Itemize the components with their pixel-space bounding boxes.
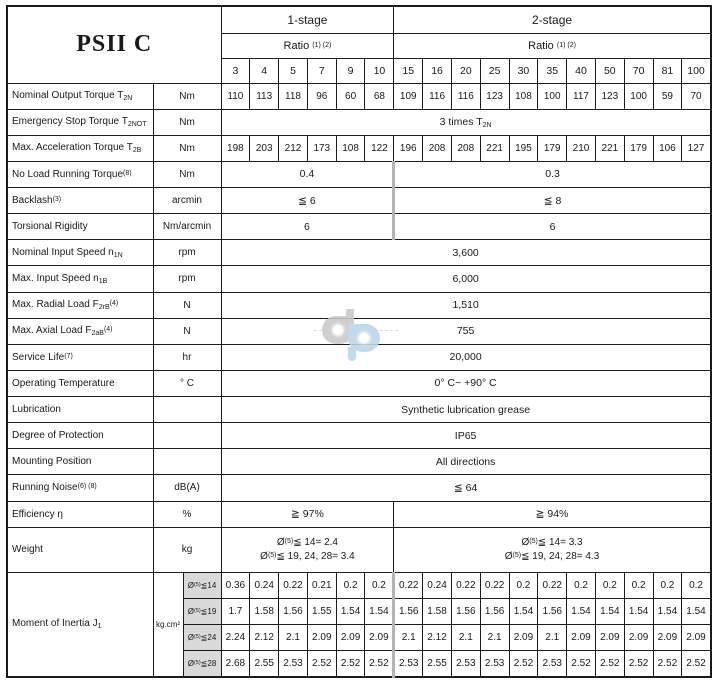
value-cell: 1.54 <box>653 598 682 624</box>
ratio-cell: 25 <box>480 58 509 83</box>
table-row <box>7 370 711 396</box>
value-cell: 0.2 <box>653 572 682 598</box>
value-cell: 2.55 <box>423 651 452 677</box>
value-cell: 2.09 <box>567 625 596 651</box>
value-cell: 2.55 <box>250 651 279 677</box>
table-row <box>7 161 711 187</box>
value-cell: 2.52 <box>365 651 394 677</box>
value-cell: 1.58 <box>250 598 279 624</box>
value-cell: 2.52 <box>567 651 596 677</box>
value-cell: 0.2 <box>567 572 596 598</box>
row-unit: rpm <box>153 266 221 292</box>
value-cell: 59 <box>653 83 682 109</box>
ratio-footnote: (1) (2) <box>556 41 576 49</box>
value-cell: 68 <box>365 83 394 109</box>
value-cell: 2.1 <box>279 625 308 651</box>
value-cell: 1.54 <box>336 598 365 624</box>
value-cell: 210 <box>567 135 596 161</box>
value-cell: 2.1 <box>451 625 480 651</box>
value-cell: 208 <box>451 135 480 161</box>
row-unit: kg.cm² <box>153 572 183 677</box>
diameter-label: $Ø^{(5)}≦14$ <box>183 572 221 598</box>
value-cell: 755 <box>221 318 711 344</box>
row-label: Weight <box>7 527 153 572</box>
row-label: Service Life$^{(7)}$ <box>7 344 153 370</box>
value-cell: 2.52 <box>624 651 653 677</box>
value-cell: All directions <box>221 449 711 475</box>
value-cell: 2.09 <box>365 625 394 651</box>
ratio-cell: 50 <box>595 58 624 83</box>
value-cell: 2.53 <box>538 651 567 677</box>
stage1-value-cell: 6 <box>221 214 394 240</box>
table-row <box>7 475 711 501</box>
value-cell: 0.2 <box>595 572 624 598</box>
table-row <box>7 109 711 135</box>
table-row <box>7 240 711 266</box>
value-cell: 2.53 <box>279 651 308 677</box>
value-cell: 0.2 <box>365 572 394 598</box>
value-cell: 2.53 <box>451 651 480 677</box>
value-cell: 2.52 <box>307 651 336 677</box>
value-cell: 0.36 <box>221 572 250 598</box>
table-row <box>7 266 711 292</box>
value-cell: 2.09 <box>336 625 365 651</box>
value-cell: 3 times $T_{2N}$ <box>221 109 711 135</box>
table-row <box>7 83 711 109</box>
row-unit: Nm <box>153 161 221 187</box>
ratio-cell: 20 <box>451 58 480 83</box>
value-cell: 127 <box>682 135 711 161</box>
stage2-header: 2-stage <box>394 6 711 33</box>
value-cell: 2.09 <box>595 625 624 651</box>
diameter-label: $Ø^{(5)}≦24$ <box>183 625 221 651</box>
value-cell: 2.09 <box>624 625 653 651</box>
value-cell: IP65 <box>221 423 711 449</box>
row-unit: N <box>153 318 221 344</box>
ratio-label: Ratio <box>528 39 557 52</box>
table-row <box>7 344 711 370</box>
value-cell: 2.12 <box>423 625 452 651</box>
value-cell: 70 <box>682 83 711 109</box>
ratio-cell: 9 <box>336 58 365 83</box>
ratio-cell: 7 <box>307 58 336 83</box>
row-label: Max. Acceleration Torque $T_{2B}$ <box>7 135 153 161</box>
ratio-cell: 16 <box>423 58 452 83</box>
value-cell: 179 <box>624 135 653 161</box>
ratio-cell: 70 <box>624 58 653 83</box>
value-cell: 1.54 <box>567 598 596 624</box>
value-cell: 123 <box>595 83 624 109</box>
diameter-label: $Ø^{(5)}≦19$ <box>183 598 221 624</box>
value-cell: 3,600 <box>221 240 711 266</box>
ratio-cell: 10 <box>365 58 394 83</box>
value-cell: 2.52 <box>682 651 711 677</box>
value-cell: 0.22 <box>394 572 423 598</box>
value-cell: 1.54 <box>624 598 653 624</box>
table-row <box>7 214 711 240</box>
stage2-value-cell: ≦ 8 <box>394 188 711 214</box>
row-label: Nominal Input Speed $n_{1N}$ <box>7 240 153 266</box>
row-unit: Nm <box>153 135 221 161</box>
row-unit <box>153 423 221 449</box>
ratio-cell: 15 <box>394 58 423 83</box>
row-unit: Nm <box>153 109 221 135</box>
row-label: Operating Temperature <box>7 370 153 396</box>
row-label: Moment of Inertia $J_1$ <box>7 572 153 677</box>
value-cell: 1.56 <box>480 598 509 624</box>
value-cell: 0.2 <box>624 572 653 598</box>
row-label: Running Noise$^{(6) (8)}$ <box>7 475 153 501</box>
spec-table <box>6 5 712 678</box>
value-cell: 116 <box>451 83 480 109</box>
row-unit: Nm <box>153 83 221 109</box>
value-cell: 0.24 <box>423 572 452 598</box>
table-row <box>7 449 711 475</box>
value-cell: 108 <box>336 135 365 161</box>
row-unit: ° C <box>153 370 221 396</box>
value-cell: 2.09 <box>653 625 682 651</box>
row-label: Max. Input Speed $n_{1B}$ <box>7 266 153 292</box>
row-label: Max. Axial Load $F_{2aB}^{(4)}$ <box>7 318 153 344</box>
stage1-header: 1-stage <box>221 6 394 33</box>
inertia-row <box>7 572 711 598</box>
value-cell: 2.12 <box>250 625 279 651</box>
value-cell: 116 <box>423 83 452 109</box>
stage1-ratio-header <box>221 33 394 58</box>
row-unit: arcmin <box>153 188 221 214</box>
value-cell: 108 <box>509 83 538 109</box>
value-cell: 2.52 <box>336 651 365 677</box>
value-cell: 113 <box>250 83 279 109</box>
row-unit: dB(A) <box>153 475 221 501</box>
value-cell: 0.22 <box>480 572 509 598</box>
value-cell: 1,510 <box>221 292 711 318</box>
value-cell: 0.22 <box>451 572 480 598</box>
value-cell: 195 <box>509 135 538 161</box>
table-header <box>7 6 711 83</box>
value-cell: 122 <box>365 135 394 161</box>
row-label: Torsional Rigidity <box>7 214 153 240</box>
value-cell: 2.24 <box>221 625 250 651</box>
value-cell: 2.52 <box>653 651 682 677</box>
row-unit: rpm <box>153 240 221 266</box>
value-cell: 2.09 <box>682 625 711 651</box>
value-cell: 1.56 <box>538 598 567 624</box>
value-cell: 212 <box>279 135 308 161</box>
value-cell: 106 <box>653 135 682 161</box>
row-label: Emergency Stop Torque $T_{2NOT}$ <box>7 109 153 135</box>
value-cell: 96 <box>307 83 336 109</box>
value-cell: 60 <box>336 83 365 109</box>
value-cell: 1.56 <box>451 598 480 624</box>
value-cell: 1.54 <box>595 598 624 624</box>
stage1-value-cell: ≦ 6 <box>221 188 394 214</box>
value-cell: 2.09 <box>307 625 336 651</box>
row-label: No Load Running Torque$^{(8)}$ <box>7 161 153 187</box>
table-row <box>7 527 711 572</box>
value-cell: 208 <box>423 135 452 161</box>
value-cell: ≦ 64 <box>221 475 711 501</box>
table-row <box>7 135 711 161</box>
row-label: Mounting Position <box>7 449 153 475</box>
value-cell: 2.1 <box>394 625 423 651</box>
value-cell: 221 <box>480 135 509 161</box>
row-label: Max. Radial Load $F_{2rB}^{(4)}$ <box>7 292 153 318</box>
value-cell: 2.53 <box>480 651 509 677</box>
row-label: Lubrication <box>7 397 153 423</box>
value-cell: 203 <box>250 135 279 161</box>
ratio-footnote: (1) (2) <box>312 41 332 49</box>
value-cell: 100 <box>538 83 567 109</box>
row-unit: kg <box>153 527 221 572</box>
row-label: Backlash$^{(3)}$ <box>7 188 153 214</box>
stage-header-row <box>7 6 711 33</box>
value-cell: 1.56 <box>394 598 423 624</box>
row-label: Degree of Protection <box>7 423 153 449</box>
value-cell: 100 <box>624 83 653 109</box>
value-cell: 0.22 <box>538 572 567 598</box>
value-cell: 118 <box>279 83 308 109</box>
value-cell: 6,000 <box>221 266 711 292</box>
ratio-cell: 4 <box>250 58 279 83</box>
ratio-cell: 35 <box>538 58 567 83</box>
table-row <box>7 318 711 344</box>
value-cell: 117 <box>567 83 596 109</box>
ratio-cell: 81 <box>653 58 682 83</box>
value-cell: 2.1 <box>538 625 567 651</box>
value-cell: 2.1 <box>480 625 509 651</box>
value-cell: 109 <box>394 83 423 109</box>
value-cell: 1.54 <box>365 598 394 624</box>
stage2-value-cell: 6 <box>394 214 711 240</box>
stage2-ratio-header <box>394 33 711 58</box>
value-cell: 0° C~ +90° C <box>221 370 711 396</box>
stage2-value-cell: 0.3 <box>394 161 711 187</box>
stage1-value-cell: ≧ 97% <box>221 501 394 527</box>
ratio-label: Ratio <box>283 39 313 52</box>
value-cell: 221 <box>595 135 624 161</box>
value-cell: 196 <box>394 135 423 161</box>
stage1-value-cell: 0.4 <box>221 161 394 187</box>
table-row <box>7 397 711 423</box>
ratio-cell: 5 <box>279 58 308 83</box>
row-unit: Nm/arcmin <box>153 214 221 240</box>
row-unit <box>153 449 221 475</box>
value-cell: 123 <box>480 83 509 109</box>
value-cell: 2.68 <box>221 651 250 677</box>
diameter-label: $Ø^{(5)}≦28$ <box>183 651 221 677</box>
value-cell: 0.2 <box>336 572 365 598</box>
value-cell: 2.09 <box>509 625 538 651</box>
ratio-cell: 30 <box>509 58 538 83</box>
stage2-value-cell: $Ø^{(5)}≦$ 14= 3.3 $Ø^{(5)}≦$ 19, 24, 28= 4.3 <box>394 527 711 572</box>
value-cell: 0.2 <box>509 572 538 598</box>
value-cell: 0.24 <box>250 572 279 598</box>
value-cell: 1.54 <box>682 598 711 624</box>
page-title: PSII C <box>7 6 221 83</box>
ratio-cell: 3 <box>221 58 250 83</box>
value-cell: 198 <box>221 135 250 161</box>
row-unit: % <box>153 501 221 527</box>
stage2-value-cell: ≧ 94% <box>394 501 711 527</box>
value-cell: 2.53 <box>394 651 423 677</box>
table-row <box>7 423 711 449</box>
value-cell: 0.2 <box>682 572 711 598</box>
value-cell: Synthetic lubrication grease <box>221 397 711 423</box>
value-cell: 0.22 <box>279 572 308 598</box>
value-cell: 1.7 <box>221 598 250 624</box>
value-cell: 20,000 <box>221 344 711 370</box>
table-row <box>7 188 711 214</box>
table-row <box>7 501 711 527</box>
row-label: Efficiency η <box>7 501 153 527</box>
value-cell: 0.21 <box>307 572 336 598</box>
value-cell: 1.55 <box>307 598 336 624</box>
value-cell: 2.52 <box>509 651 538 677</box>
table-row <box>7 292 711 318</box>
value-cell: 173 <box>307 135 336 161</box>
stage1-value-cell: $Ø^{(5)}≦$ 14= 2.4 $Ø^{(5)}≦$ 19, 24, 28= 3.4 <box>221 527 394 572</box>
row-unit <box>153 397 221 423</box>
value-cell: 2.52 <box>595 651 624 677</box>
row-unit: N <box>153 292 221 318</box>
ratio-cell: 100 <box>682 58 711 83</box>
ratio-cell: 40 <box>567 58 596 83</box>
row-unit: hr <box>153 344 221 370</box>
value-cell: 179 <box>538 135 567 161</box>
value-cell: 1.56 <box>279 598 308 624</box>
value-cell: 1.58 <box>423 598 452 624</box>
value-cell: 1.54 <box>509 598 538 624</box>
table-body <box>7 83 711 677</box>
row-label: Nominal Output Torque $T_{2N}$ <box>7 83 153 109</box>
value-cell: 110 <box>221 83 250 109</box>
